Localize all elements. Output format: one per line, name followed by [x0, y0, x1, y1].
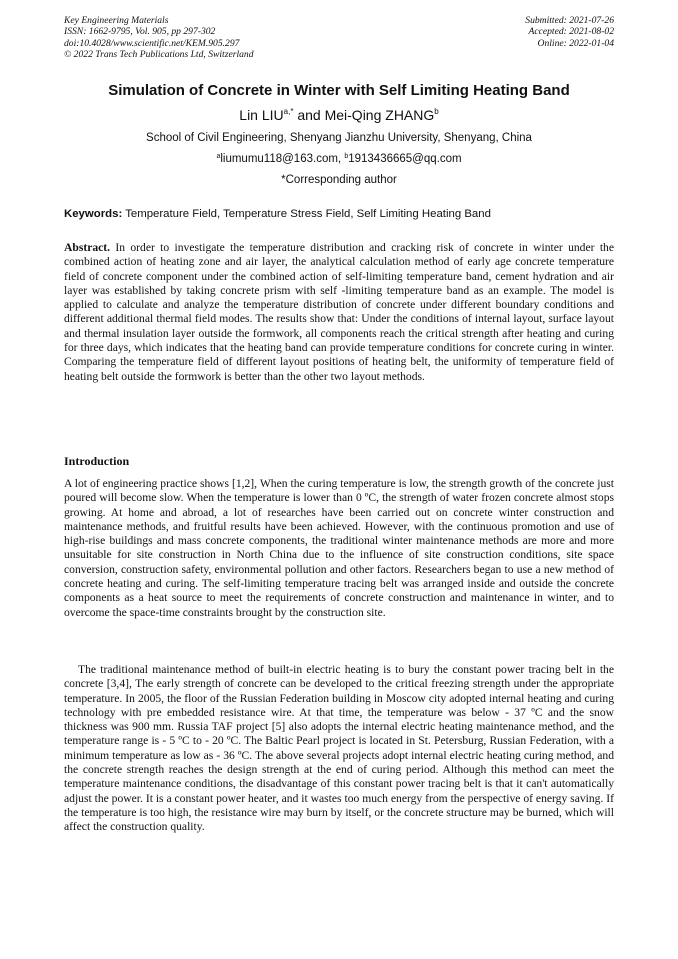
author-2: Mei-Qing ZHANG	[324, 107, 435, 123]
publication-dates	[525, 15, 614, 49]
author-2-affil-mark: b	[434, 107, 439, 116]
author-connector: and	[293, 107, 325, 123]
affiliation: School of Civil Engineering, Shenyang Jianzhu University, Shenyang, China	[146, 132, 532, 144]
author-1: Lin LIU	[239, 107, 284, 123]
email-b[interactable]: 1913436665@qq.com	[348, 153, 462, 165]
email-a-mark: a	[216, 153, 221, 160]
introduction-paragraph-2	[64, 663, 614, 835]
journal-name: Key Engineering Materials	[64, 15, 169, 26]
corresponding-author-note: *Corresponding author	[281, 174, 397, 186]
introduction-paragraph-1	[64, 477, 614, 620]
online-date: Online: 2022-01-04	[537, 37, 614, 49]
copyright-line: © 2022 Trans Tech Publications Ltd, Switzerland	[64, 49, 254, 61]
doi-line: doi:10.4028/www.scientific.net/KEM.905.297	[64, 37, 240, 49]
keywords	[64, 208, 616, 220]
issn-line: ISSN: 1662-9795, Vol. 905, pp 297-302	[64, 26, 216, 38]
accepted-date: Accepted: 2021-08-02	[528, 26, 614, 38]
submitted-date: Submitted: 2021-07-26	[525, 15, 614, 26]
author-line	[0, 107, 678, 123]
paragraph-text: The traditional maintenance method of built-in electric heating is to bury the constant power tracing belt in the concrete [3,4], The early strength of concrete can be developed to the critical freezing strength under the appropriate temperature. In 2005, the floor of the Russian Federation building in Moscow city adopted internal heating and curing technology with pre embedded resistance wire. At that time, the temperature was below - 37 ºC and the snow thickness was 900 mm. Russia TAF project [5] also adopts the internal electric heating maintenance method, and the temperature range is - 5 ºC to - 20 ºC. The Baltic Pearl project is located in St. Petersburg, Russian Federation, with a minimum temperature as low as - 36 ºC. The above several projects adopt internal electric heating curing method, and the concrete strength reaches the design strength at the end of curing period. Although this method can meet the temperature maintenance conditions, the disadvantage of this constant power tracing belt is that it can't automatically adjust the power. It is a constant power heater, and it wastes too much energy from the perspective of energy saving. If the temperature is too high, the resistance wire may burn by itself, or the concrete structure may be burned, which will affect the construction quality.	[64, 663, 614, 834]
journal-info	[64, 15, 254, 61]
keywords-label: Keywords:	[64, 208, 123, 220]
email-b-mark: b	[344, 153, 349, 160]
author-1-affil-mark: a,*	[283, 107, 294, 116]
abstract-label: Abstract.	[64, 241, 111, 254]
introduction-heading: Introduction	[64, 454, 130, 468]
email-line	[0, 153, 678, 165]
paragraph-text: A lot of engineering practice shows [1,2], When the curing temperature is low, the strength growth of the concrete just poured will become slow. When the temperature is lower than 0 ºC, the strength of water frozen concrete almost stops growing. At home and abroad, a lot of researches have been carried out on concrete winter construction and maintenance methods, and fruitful results have been achieved. However, with the continuous promotion and use of high-rise buildings and mass concrete components, the traditional winter maintenance methods are more and more unsuitable for site construction in North China due to the influence of site construction conditions, site space conversion, construction safety, environmental pollution and other factors. Researchers began to use a new method of concrete heating and curing. The self-limiting temperature tracing belt was arranged inside and outside the concrete components as a heat source to meet the requirements of concrete construction and maintenance in winter, and to overcome the space-time constraints brought by the construction site.	[64, 477, 614, 619]
email-a[interactable]: liumumu118@163.com,	[220, 153, 345, 165]
paper-title: Simulation of Concrete in Winter with Self Limiting Heating Band	[108, 82, 570, 99]
keywords-text: Temperature Field, Temperature Stress Field, Self Limiting Heating Band	[122, 208, 491, 220]
abstract-text: In order to investigate the temperature distribution and cracking risk of concrete in winter under the combined action of heating zone and air layer, the analytical calculation method of early age concrete temperature field of concrete component under the combined action of self-limiting temperature band, cement hydration and air layer was established by taking concrete prism with self -limiting temperature band as an example. The model is applied to calculate and analyze the temperature distribution of concrete under different boundary conditions and different additional thermal field modes. The results show that: Under the conditions of internal layout, surface layout and thermal insulation layer outside the formwork, all components reach the critical strength after heating and curing for three days, which indicates that the heating band can provide temperature conditions for concrete curing in winter. Comparing the temperature field of different layout positions of heating belt, the uniformity of temperature field of heating belt outside the formwork is better than the other two layout methods.	[64, 241, 614, 383]
abstract	[64, 241, 614, 384]
